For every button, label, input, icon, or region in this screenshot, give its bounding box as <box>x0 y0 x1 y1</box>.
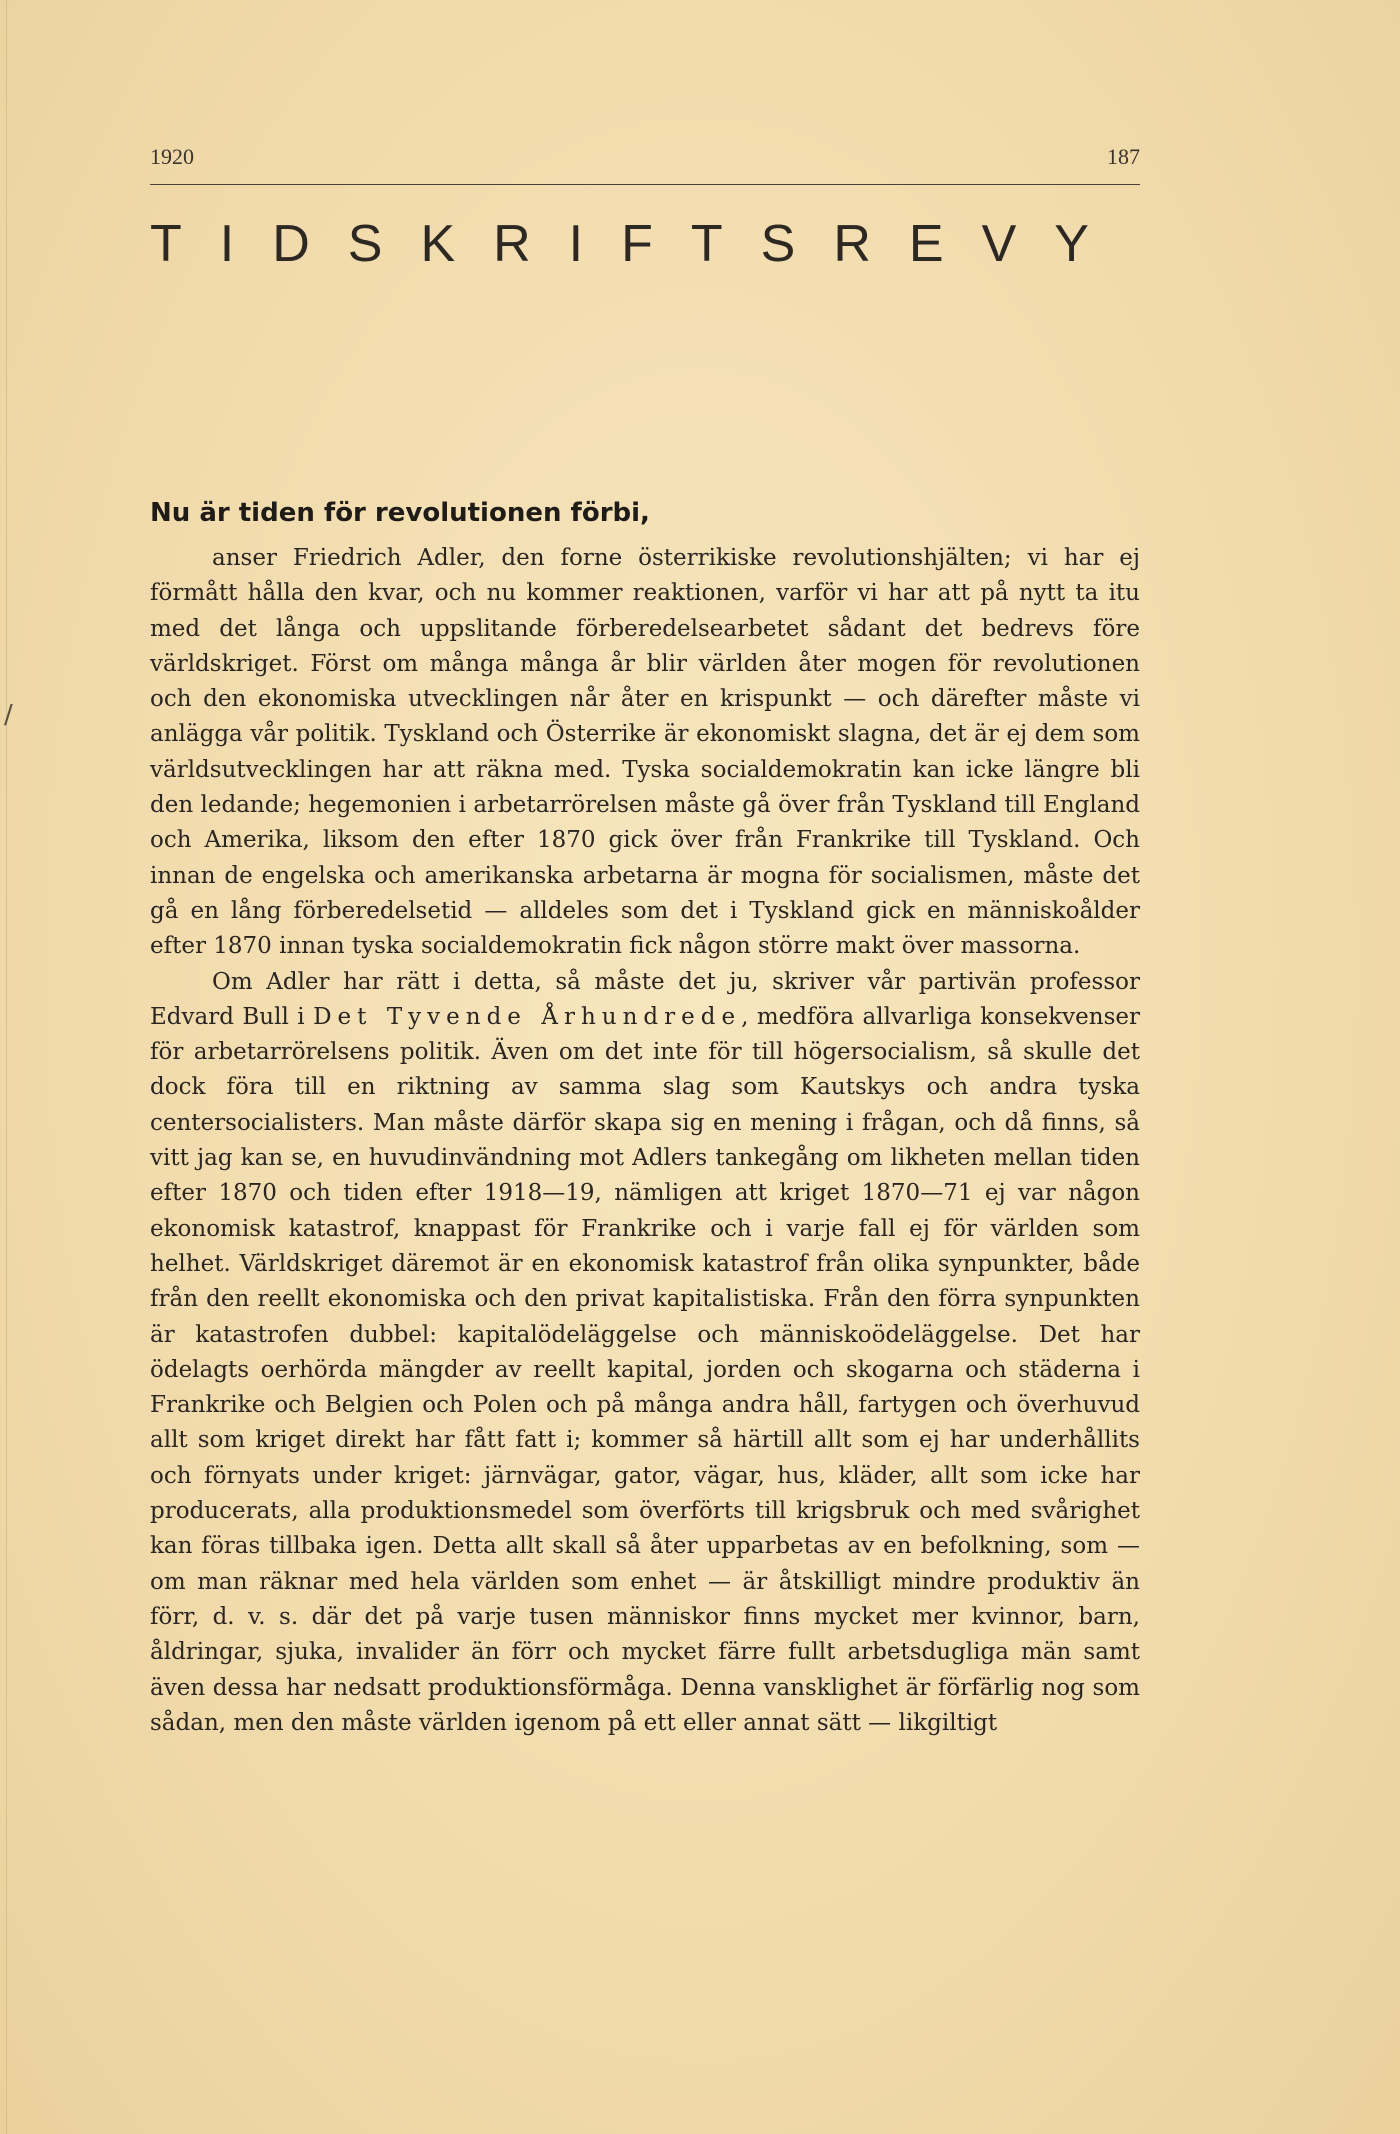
margin-mark: / <box>4 700 13 730</box>
paragraph-1: anser Friedrich Adler, den forne österrikiske revolutionshjälten; vi har ej förmått hålla den kvar, och nu kommer reaktionen, varför vi har att på nytt ta itu med det långa och uppslitande förberedelsearbetet sådant det bedrevs före världskriget. Först om många många år blir världen åter mogen för revolutionen och den ekonomiska utvecklingen når åter en krispunkt — och därefter måste vi anlägga vår politik. Tyskland och Österrike är ekonomiskt slagna, det är ej dem som världsutvecklingen har att räkna med. Tyska socialdemokratin kan icke längre bli den ledande; hegemonien i arbetarrörelsen måste gå över från Tyskland till England och Amerika, liksom den efter 1870 gick över från Frankrike till Tyskland. Och innan de engelska och amerikanska arbetarna är mogna för socialismen, måste det gå en lång förberedelsetid — alldeles som det i Tyskland gick en människoålder efter 1870 innan tyska socialdemokratin fick någon större makt över massorna. <box>150 545 1140 960</box>
paragraph-2-start: Om Adler har rätt i detta, så måste det ju, skriver vår partivän professor Edvard Bull i <box>150 968 1140 1030</box>
page-number: 187 <box>1107 144 1140 169</box>
journal-title: Det Tyvende Århundrede <box>313 1003 742 1030</box>
page-edge <box>6 0 7 2134</box>
running-head <box>150 144 1140 185</box>
paragraph-2-rest: , medföra allvarliga konsekvenser för arbetarrörelsens politik. Även om det inte för till högersocialism, så skulle det dock föra till en riktning av samma slag som Kautskys och andra tyska centersocialisters. Man måste därför skapa sig en mening i frågan, och då finns, så vitt jag kan se, en huvudinvändning mot Adlers tankegång om likheten mellan tiden efter 1870 och tiden efter 1918—19, nämligen att kriget 1870—71 ej var någon ekonomisk katastrof, knappast för Frankrike och i varje fall ej för världen som helhet. Världskriget däremot är en ekonomisk katastrof från olika synpunkter, både från den reellt ekonomiska och den privat kapitalistiska. Från den förra synpunkten är katastrofen dubbel: kapitalödeläggelse och människoödeläggelse. Det har ödelagts oerhörda mängder av reellt kapital, jorden och skogarna och städerna i Frankrike och Belgien och Polen och på många andra håll, fartygen och överhuvud allt som kriget direkt har fått fatt i; kommer så härtill allt som ej har underhållits och förnyats under kriget: järnvägar, gator, vägar, hus, kläder, allt som icke har producerats, alla produktionsmedel som överförts till krigsbruk och med svårighet kan föras tillbaka igen. Detta allt skall så åter upparbetas av en befolkning, som — om man räknar med hela världen som enhet — är åtskilligt mindre produktiv än förr, d. v. s. där det på varje tusen människor finns mycket mer kvinnor, barn, åldringar, sjuka, invalider än förr och mycket färre fullt arbetsdugliga män samt även dessa har nedsatt produktionsförmåga. Denna vansklighet är förfärlig nog som sådan, men den måste världen igenom på ett eller annat sätt — likgiltigt <box>150 1003 1140 1736</box>
header-year: 1920 <box>150 144 194 169</box>
article <box>150 495 1140 1741</box>
section-title: TIDSKRIFTSREVY <box>150 215 1127 273</box>
paragraph-2 <box>150 965 1140 1742</box>
article-heading: Nu är tiden för revolutionen förbi, <box>150 498 650 528</box>
